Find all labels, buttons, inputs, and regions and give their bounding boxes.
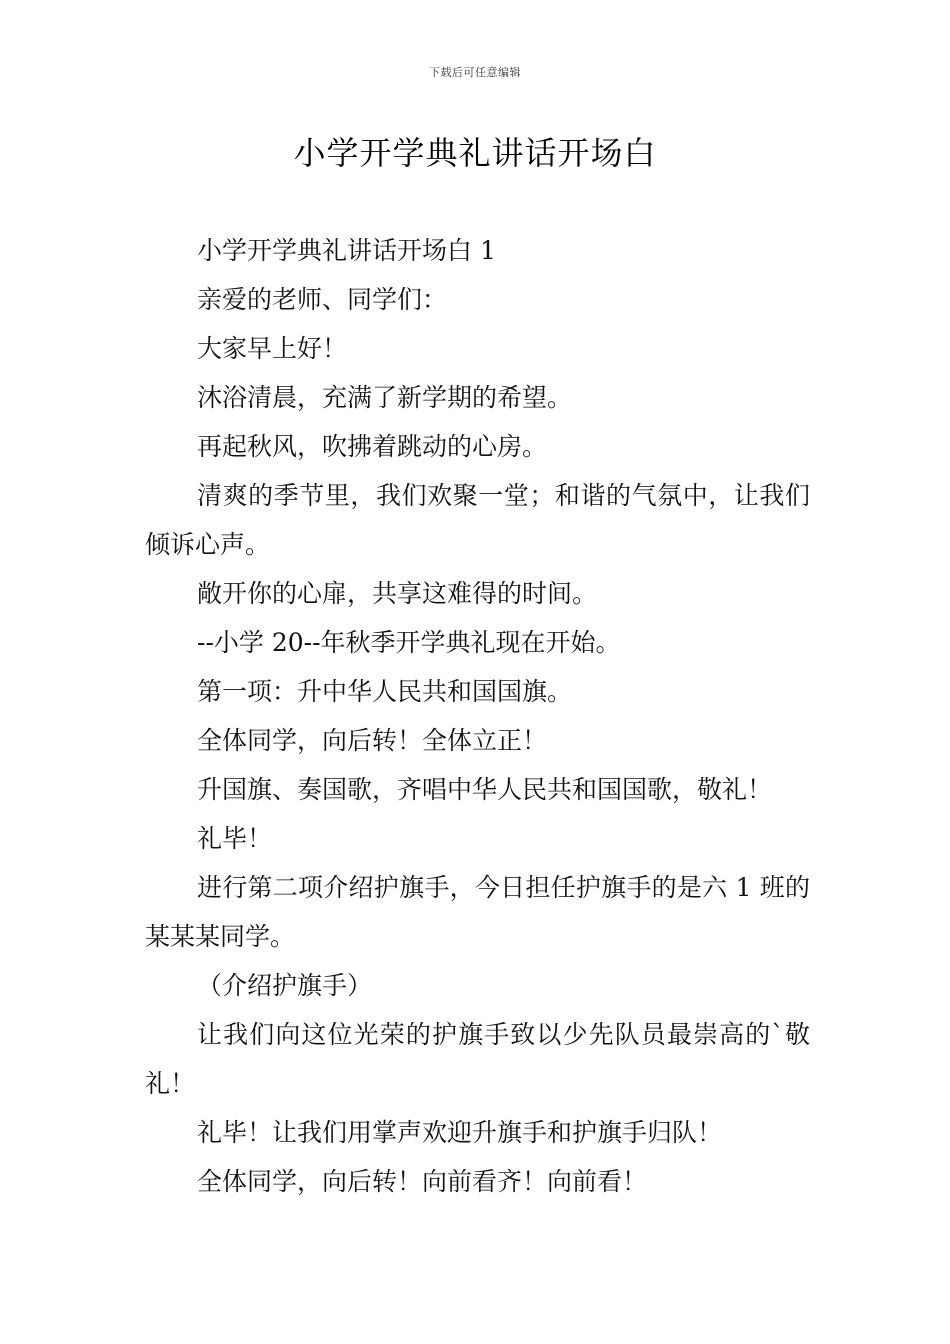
- paragraph: --小学 20--年秋季开学典礼现在开始。: [197, 628, 621, 657]
- paragraph: 清爽的季节里，我们欢聚一堂；和谐的气氛中，让我们倾诉心声。: [145, 481, 810, 559]
- paragraph: 第一项：升中华人民共和国国旗。: [197, 677, 573, 706]
- paragraph: 大家早上好！: [197, 334, 348, 363]
- paragraph: 小学开学典礼讲话开场白 1: [197, 236, 496, 265]
- paragraph: 沐浴清晨，充满了新学期的希望。: [197, 383, 573, 412]
- paragraph: 礼毕！: [197, 824, 273, 853]
- paragraph: 再起秋风，吹拂着跳动的心房。: [197, 432, 548, 461]
- paragraph: 敞开你的心扉，共享这难得的时间。: [197, 579, 598, 608]
- document-title: 小学开学典礼讲话开场白: [293, 134, 657, 172]
- paragraph: （介绍护旗手）: [197, 971, 373, 1000]
- paragraph: 亲爱的老师、同学们：: [197, 285, 448, 314]
- header-note: 下载后可任意编辑: [429, 66, 521, 79]
- paragraph: 全体同学，向后转！全体立正！: [197, 726, 548, 755]
- paragraph: 让我们向这位光荣的护旗手致以少先队员最崇高的`敬礼！: [145, 1020, 810, 1098]
- paragraph: 升国旗、奏国歌，齐唱中华人民共和国国歌，敬礼！: [197, 775, 773, 804]
- document-body: [145, 226, 810, 1206]
- paragraph: 进行第二项介绍护旗手，今日担任护旗手的是六 1 班的某某某同学。: [145, 873, 810, 951]
- paragraph: 礼毕！让我们用掌声欢迎升旗手和护旗手归队！: [197, 1118, 723, 1147]
- paragraph: 全体同学，向后转！向前看齐！向前看！: [197, 1167, 648, 1196]
